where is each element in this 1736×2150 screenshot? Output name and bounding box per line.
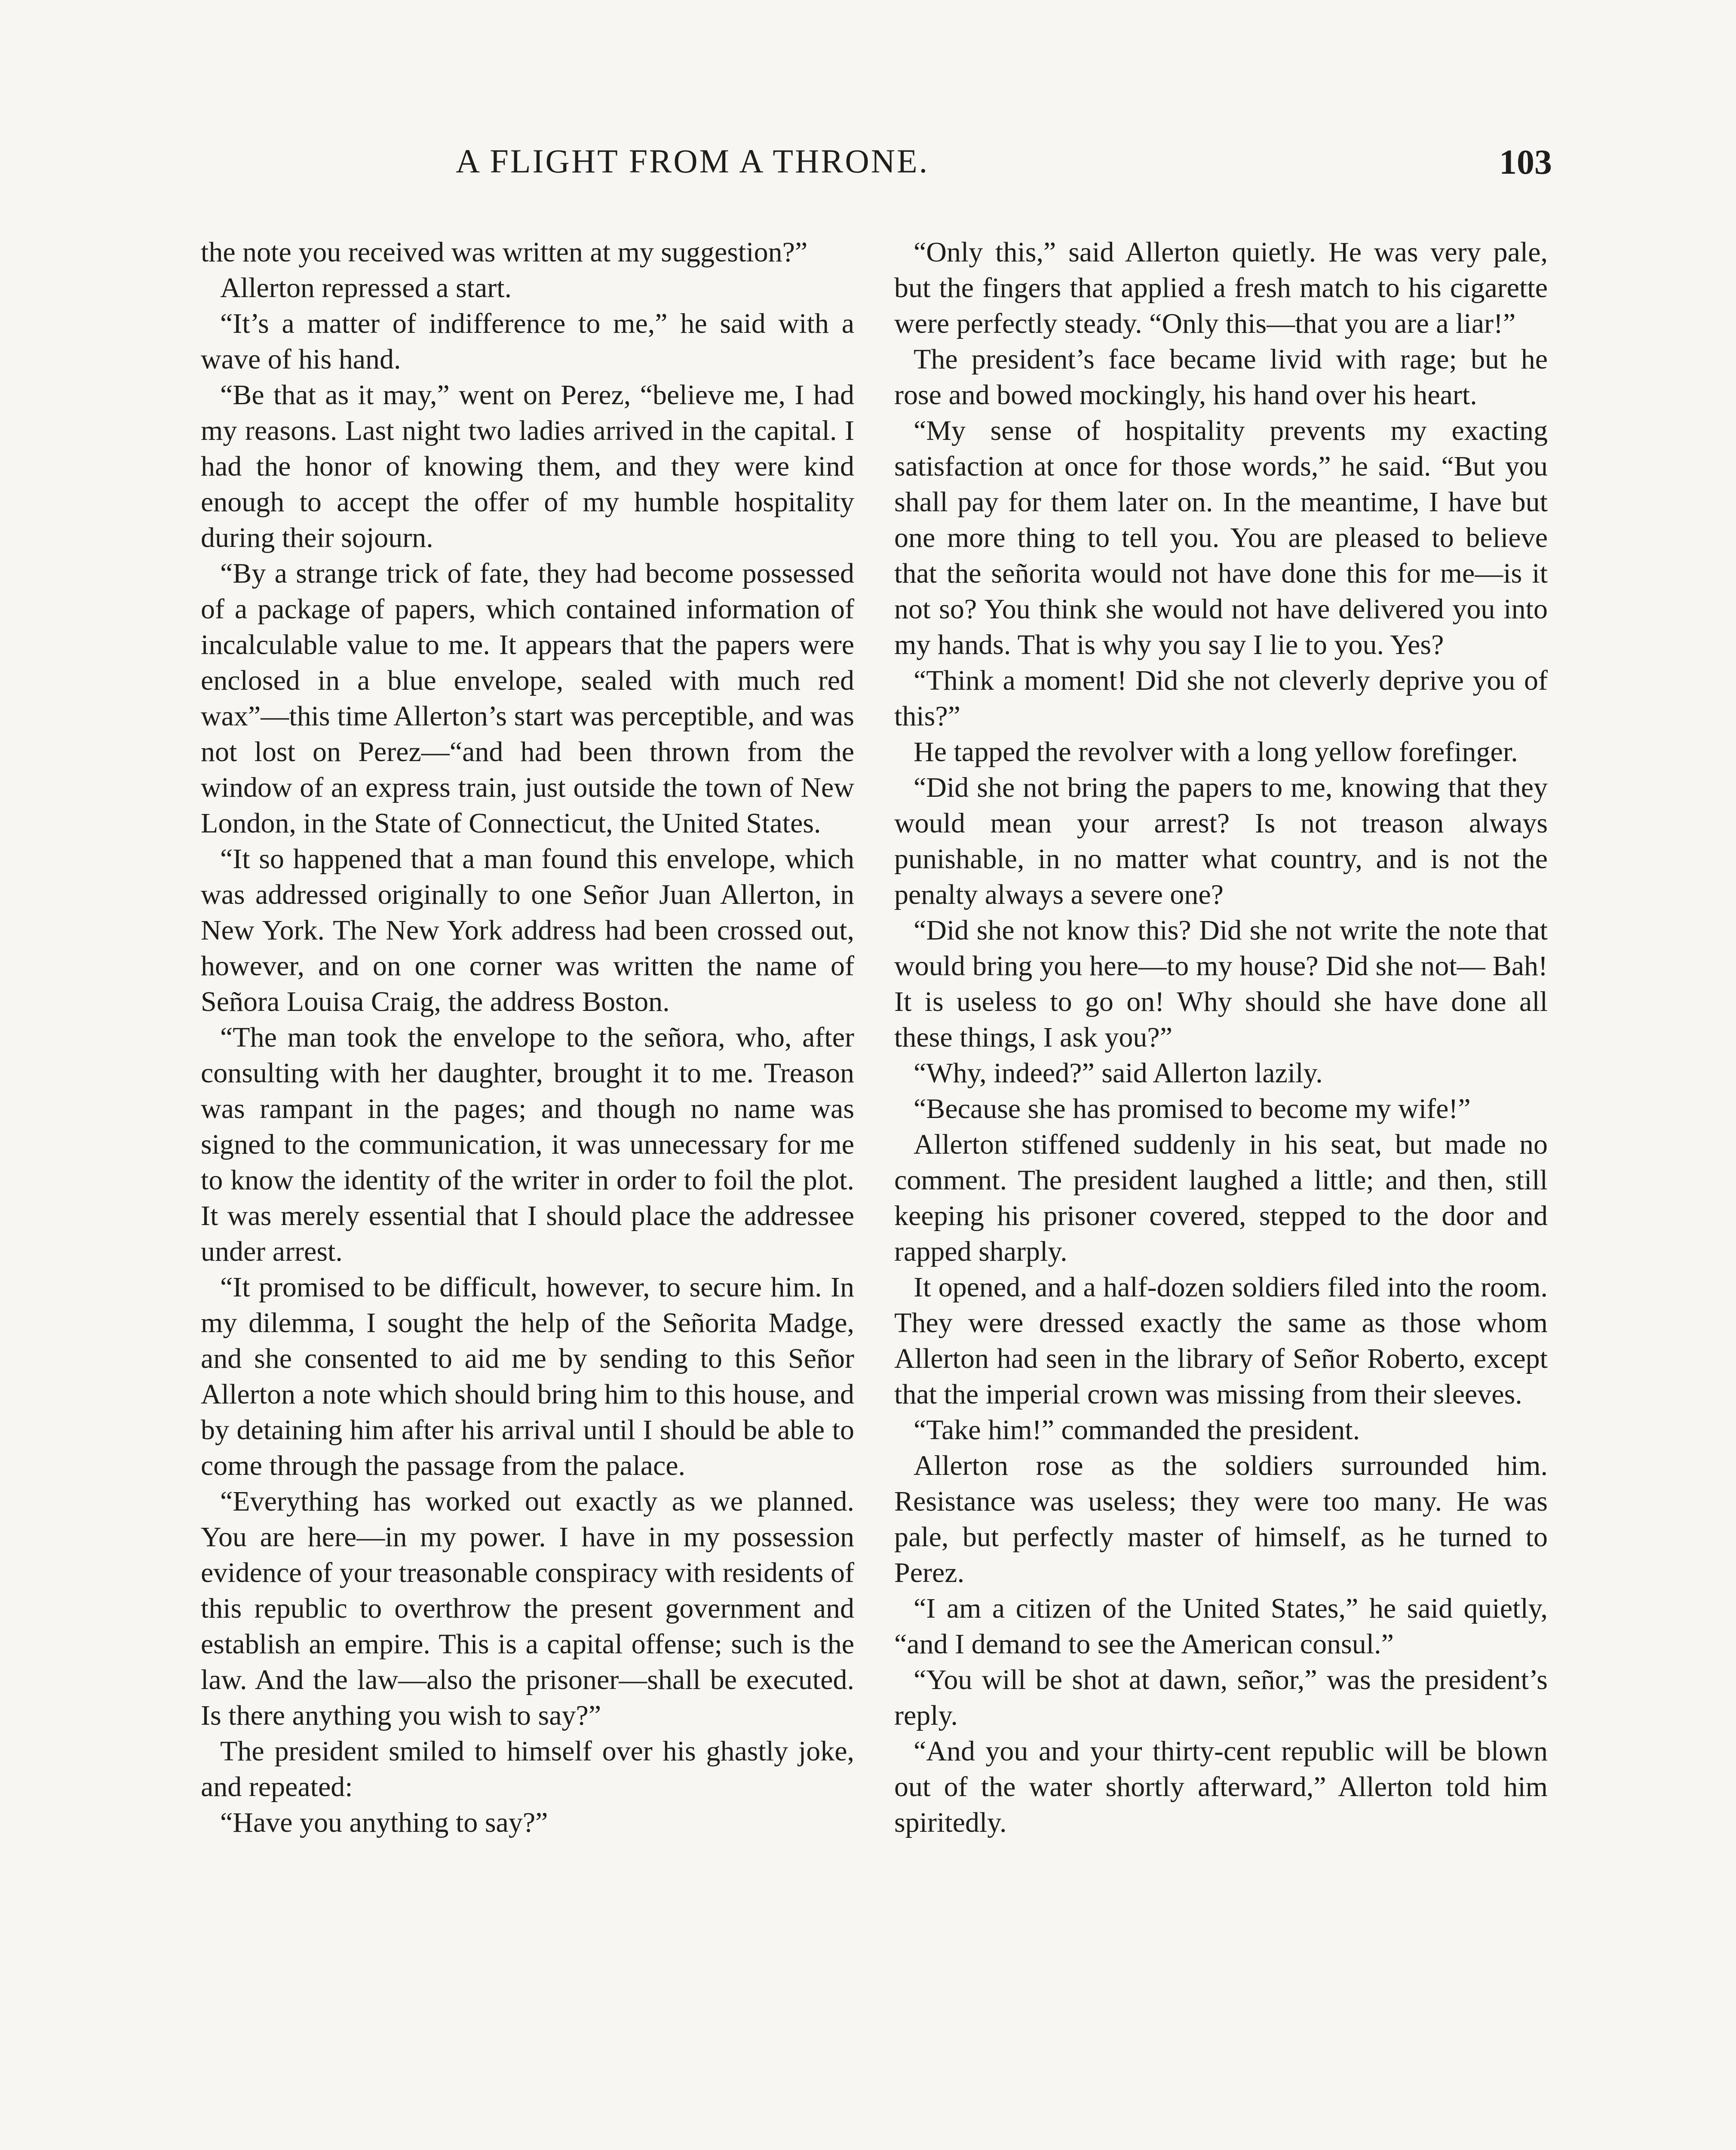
paragraph: Allerton stiffened suddenly in his seat, but made no comment. The president laughed a little; and then, still keeping his prisoner covered, stepped to the door and rapped sharply. — [894, 1129, 1548, 1267]
left-column — [201, 234, 854, 1840]
paragraph: “Think a moment! Did she not cleverly deprive you of this?” — [894, 665, 1548, 732]
paragraph: “Did she not bring the papers to me, knowing that they would mean your arrest? Is not treason always punishable, in no matter what country, and is not the penalty always a severe one? — [894, 772, 1548, 910]
running-title: A FLIGHT FROM A THRONE. — [456, 142, 929, 180]
paragraph: It opened, and a half-dozen soldiers filed into the room. They were dressed exactly the same as those whom Allerton had seen in the library of Señor Roberto, except that the imperial crown was missing from their sleeves. — [894, 1272, 1548, 1410]
paragraph: “By a strange trick of fate, they had become possessed of a package of papers, which contained information of incalculable value to me. It appears that the papers were enclosed in a blue envelope, sealed with much red wax”—this time Allerton’s start was perceptible, and was not lost on Perez—“and had been thrown from the window of an express train, just outside the town of New London, in the State of Connecticut, the United States. — [201, 558, 854, 839]
paragraph: “Only this,” said Allerton quietly. He was very pale, but the fingers that applied a fresh match to his cigarette were perfectly steady. “Only this—that you are a liar!” — [894, 236, 1548, 339]
paragraph: “You will be shot at dawn, señor,” was the president’s reply. — [894, 1664, 1548, 1731]
paragraph: Allerton repressed a start. — [220, 272, 512, 304]
paragraph: “Did she not know this? Did she not write the note that would bring you here—to my house? Did she not— Bah! It is useless to go on! Why should she have done all these things, I ask you?” — [894, 915, 1548, 1053]
paragraph: The president smiled to himself over his ghastly joke, and repeated: — [201, 1735, 854, 1803]
paragraph: “And you and your thirty-cent republic will be blown out of the water shortly afterward,” Allerton told him spiritedly. — [894, 1735, 1548, 1838]
paragraph: “The man took the envelope to the señora, who, after consulting with her daughter, brought it to me. Treason was rampant in the pages; and though no name was signed to the communication, it was unnecessary for me to know the identity of the writer in order to foil the plot. It was merely essential that I should place the addressee under arrest. — [201, 1022, 854, 1267]
right-column — [894, 234, 1548, 1840]
page-number: 103 — [1499, 142, 1552, 181]
page-header — [456, 142, 1552, 194]
paragraph: “Because she has promised to become my wife!” — [914, 1093, 1471, 1124]
paragraph: “Have you anything to say?” — [220, 1807, 548, 1838]
paragraph: Allerton rose as the soldiers surrounded him. Resistance was useless; they were too many. He was pale, but perfectly master of himself, as he turned to Perez. — [894, 1450, 1548, 1588]
paragraph: He tapped the revolver with a long yellow forefinger. — [914, 736, 1518, 768]
paragraph: “Be that as it may,” went on Perez, “believe me, I had my reasons. Last night two ladies arrived in the capital. I had the honor of knowing them, and they were kind enough to accept the offer of my humble hospitality during their sojourn. — [201, 379, 854, 553]
paragraph: “It’s a matter of indifference to me,” he said with a wave of his hand. — [201, 308, 854, 375]
paragraph: “I am a citizen of the United States,” he said quietly, “and I demand to see the American consul.” — [894, 1593, 1548, 1660]
paragraph: “Everything has worked out exactly as we planned. You are here—in my power. I have in my possession evidence of your treasonable conspiracy with residents of this republic to overthrow the present government and establish an empire. This is a capital offense; such is the law. And the law—also the prisoner—shall be executed. Is there anything you wish to say?” — [201, 1486, 854, 1731]
paragraph: “It so happened that a man found this envelope, which was addressed originally to one Señor Juan Allerton, in New York. The New York address had been crossed out, however, and on one corner was written the name of Señora Louisa Craig, the address Boston. — [201, 843, 854, 1017]
paragraph: The president’s face became livid with rage; but he rose and bowed mockingly, his hand over his heart. — [894, 344, 1548, 411]
paragraph: “Why, indeed?” said Allerton lazily. — [914, 1057, 1323, 1089]
paragraph: “It promised to be difficult, however, to secure him. In my dilemma, I sought the help of the Señorita Madge, and she consented to aid me by sending to this Señor Allerton a note which should bring him to this house, and by detaining him after his arrival until I should be able to come through the passage from the palace. — [201, 1272, 854, 1481]
paragraph: “Take him!” commanded the president. — [914, 1414, 1360, 1446]
paragraph: the note you received was written at my suggestion?” — [201, 236, 808, 268]
paragraph: “My sense of hospitality prevents my exacting satisfaction at once for those words,” he said. “But you shall pay for them later on. In the meantime, I have but one more thing to tell you. You are pleased to believe that the señorita would not have done this for me—is it not so? You think she would not have delivered you into my hands. That is why you say I lie to you. Yes? — [894, 415, 1548, 660]
